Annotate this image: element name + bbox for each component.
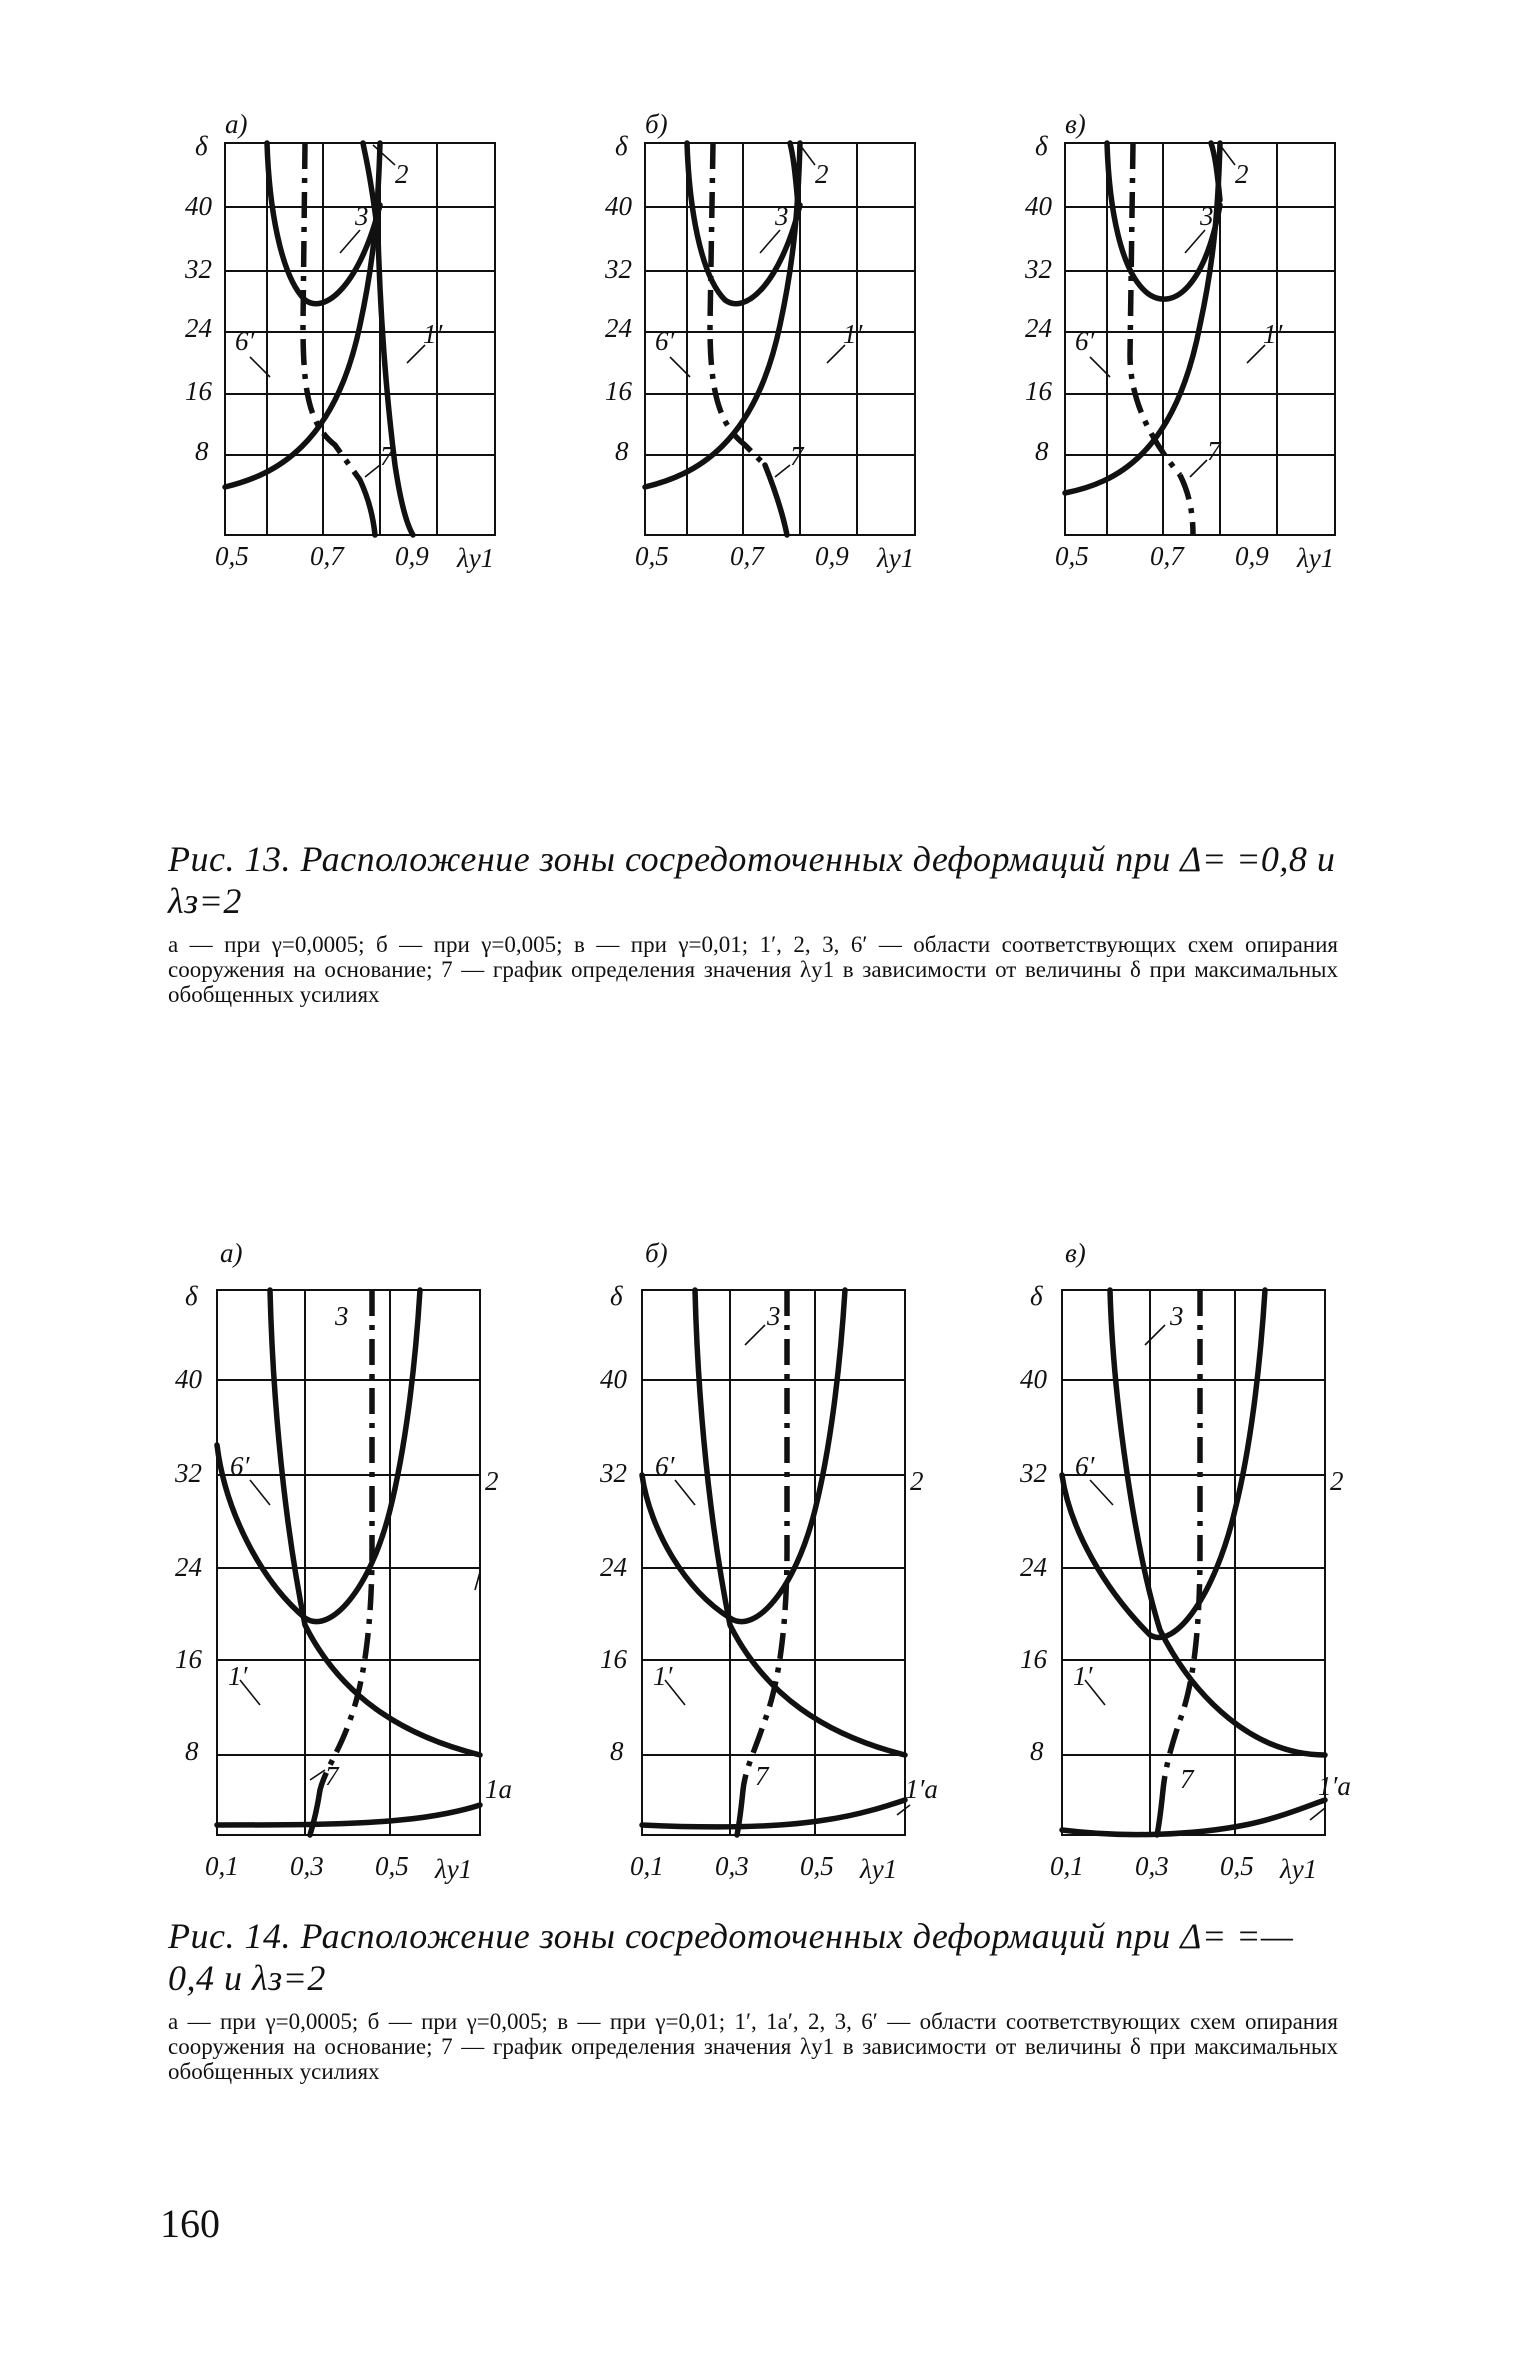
fig13-caption-body: а — при γ=0,0005; б — при γ=0,005; в — при γ=0,01; 1′, 2, 3, 6′ — области соответствующих схем опирания сооружения на основание; 7 — график определения значения λy1 в зависимости от величины δ при максимальных обобщенных усилиях [168, 932, 1338, 1007]
tick-x-0-1: 0,1 [205, 1851, 239, 1881]
tick-y-40: 40 [600, 1364, 627, 1394]
curve-label-3: 3 [767, 1301, 781, 1331]
curve-label-1a: 1′a [905, 1774, 938, 1804]
curve-label-2: 2 [395, 159, 409, 189]
curve-label-1prime: 1′ [228, 1661, 248, 1691]
curve-2 [363, 143, 413, 535]
tick-y-32: 32 [1025, 254, 1052, 284]
tick-x-0-9: 0,9 [1235, 541, 1269, 571]
tick-y-24: 24 [185, 313, 212, 343]
tick-y-8: 8 [610, 1736, 624, 1766]
fig14-panel-a [175, 1238, 512, 1900]
tick-y-16: 16 [1025, 376, 1052, 406]
curve-label-1prime: 1′ [843, 319, 863, 349]
curve-1a [642, 1800, 905, 1827]
curve-6prime [695, 1290, 905, 1755]
panel-label: a) [220, 1238, 243, 1268]
curve-1prime [645, 143, 800, 487]
fig13-panel-c-chart [1025, 109, 1365, 575]
tick-y-8: 8 [185, 1736, 199, 1766]
tick-x-0-5: 0,5 [635, 541, 669, 571]
tick-x-0-5: 0,5 [800, 1851, 834, 1881]
tick-y-24: 24 [1020, 1552, 1047, 1582]
tick-y-40: 40 [1020, 1364, 1047, 1394]
curve-6prime [303, 143, 360, 480]
curve-7-tail [310, 1790, 320, 1835]
tick-y-24: 24 [1025, 313, 1052, 343]
curve-7-tail [1157, 1790, 1163, 1835]
curve-label-1prime: 1′ [1263, 319, 1283, 349]
curve-label-1prime: 1′ [653, 1661, 673, 1691]
curve-label-6prime: 6′ [655, 326, 675, 356]
curve-label-3: 3 [335, 1301, 349, 1331]
figure-14 [0, 1238, 1535, 1900]
curve-label-6prime: 6′ [1075, 1451, 1095, 1481]
fig13-panel-b [605, 109, 945, 575]
tick-y-8: 8 [1030, 1736, 1044, 1766]
x-axis-label: λy1 [457, 543, 495, 573]
curve-6prime [1130, 143, 1180, 475]
tick-y-16: 16 [600, 1644, 627, 1674]
panel-label: б) [645, 109, 668, 139]
fig14-panel-b-chart [600, 1238, 938, 1900]
tick-y-delta: δ [1035, 131, 1048, 161]
panel-label: б) [645, 1238, 668, 1268]
figure-13 [0, 109, 1535, 825]
curve-7 [743, 1290, 787, 1790]
curve-label-6prime: 6′ [235, 326, 255, 356]
fig13-panel-b-chart [605, 109, 945, 575]
fig14-caption-title: Рис. 14. Расположение зоны сосредоточенных деформаций при Δ= =—0,4 и λз=2 [168, 1916, 1294, 1998]
tick-y-24: 24 [605, 313, 632, 343]
tick-x-0-5: 0,5 [1055, 541, 1089, 571]
curve-6prime [270, 1290, 480, 1755]
curve-7 [1180, 475, 1193, 535]
tick-y-delta: δ [1030, 1281, 1043, 1311]
tick-y-delta: δ [195, 131, 208, 161]
curve-label-7: 7 [1207, 436, 1221, 466]
tick-y-16: 16 [1020, 1644, 1047, 1674]
curve-label-2: 2 [1235, 159, 1249, 189]
tick-x-0-5: 0,5 [215, 541, 249, 571]
tick-y-32: 32 [1020, 1458, 1047, 1488]
curve-7 [1163, 1290, 1200, 1790]
curve-label-7: 7 [1180, 1764, 1194, 1794]
curve-7 [320, 1290, 372, 1790]
tick-x-0-7: 0,7 [730, 541, 764, 571]
tick-x-0-3: 0,3 [715, 1851, 749, 1881]
tick-x-0-9: 0,9 [395, 541, 429, 571]
curve-label-2: 2 [910, 1466, 924, 1496]
curve-label-1prime: 1′ [423, 319, 443, 349]
fig14-caption [168, 1915, 1338, 2084]
tick-y-delta: δ [185, 1281, 198, 1311]
curve-label-6prime: 6′ [1075, 326, 1095, 356]
tick-x-0-3: 0,3 [290, 1851, 324, 1881]
tick-x-0-7: 0,7 [1150, 541, 1184, 571]
curve-label-2: 2 [815, 159, 829, 189]
tick-y-40: 40 [1025, 191, 1052, 221]
fig13-caption-title: Рис. 13. Расположение зоны сосредоточенных деформаций при Δ= =0,8 и λз=2 [168, 839, 1336, 921]
tick-y-24: 24 [600, 1552, 627, 1582]
curve-label-1a: 1′a [1318, 1771, 1351, 1801]
panel-label: в) [1065, 109, 1086, 139]
curve-label-6prime: 6′ [230, 1451, 250, 1481]
x-axis-label: λy1 [877, 543, 915, 573]
tick-y-40: 40 [605, 191, 632, 221]
page-number: 160 [160, 2201, 220, 2246]
curve-6prime [1110, 1290, 1325, 1755]
tick-y-16: 16 [185, 376, 212, 406]
curve-label-6prime: 6′ [655, 1451, 675, 1481]
tick-y-delta: δ [615, 131, 628, 161]
curve-label-3: 3 [1200, 201, 1214, 231]
fig14-panel-a-chart [175, 1238, 512, 1900]
fig14-panel-c [1020, 1238, 1355, 1900]
tick-x-0-5: 0,5 [1220, 1851, 1254, 1881]
x-axis-label: λy1 [860, 1854, 898, 1884]
tick-y-16: 16 [605, 376, 632, 406]
tick-y-32: 32 [600, 1458, 627, 1488]
grid [1062, 1290, 1325, 1835]
fig13-caption [168, 838, 1338, 1007]
curve-1a [217, 1805, 480, 1825]
fig14-caption-body: а — при γ=0,0005; б — при γ=0,005; в — при γ=0,01; 1′, 1а′, 2, 3, 6′ — области соответствующих схем опирания сооружения на основание; 7 — график определения значения λy1 в зависимости от величины δ при максимальных обобщенных усилиях [168, 2009, 1338, 2084]
tick-x-0-5: 0,5 [375, 1851, 409, 1881]
tick-x-0-3: 0,3 [1135, 1851, 1169, 1881]
tick-x-0-9: 0,9 [815, 541, 849, 571]
fig13-panel-a-chart [185, 109, 525, 575]
curve-1a [1062, 1800, 1325, 1835]
tick-y-24: 24 [175, 1552, 202, 1582]
tick-y-40: 40 [175, 1364, 202, 1394]
x-axis-label: λy1 [435, 1854, 473, 1884]
tick-y-8: 8 [615, 436, 629, 466]
curve-label-2: 2 [1330, 1466, 1344, 1496]
tick-x-0-7: 0,7 [310, 541, 344, 571]
curve-label-1prime: 1′ [1073, 1661, 1093, 1691]
fig13-panel-a [185, 109, 525, 575]
curve-label-7: 7 [755, 1761, 769, 1791]
tick-y-32: 32 [175, 1458, 202, 1488]
tick-y-32: 32 [605, 254, 632, 284]
fig13-panel-c [1025, 109, 1365, 575]
curve-label-7: 7 [325, 1761, 339, 1791]
curve-7 [360, 480, 375, 535]
fig14-panel-b [600, 1238, 938, 1900]
tick-y-32: 32 [185, 254, 212, 284]
curve-label-1a: 1a [485, 1774, 512, 1804]
tick-y-delta: δ [610, 1281, 623, 1311]
curve-1prime [1065, 143, 1220, 493]
curve-label-7: 7 [380, 441, 394, 471]
x-axis-label: λy1 [1280, 1854, 1318, 1884]
panel-label: a) [225, 109, 248, 139]
tick-x-0-1: 0,1 [630, 1851, 664, 1881]
panel-label: в) [1065, 1238, 1086, 1268]
grid [642, 1290, 905, 1835]
curve-label-3: 3 [1170, 1301, 1184, 1331]
tick-y-8: 8 [1035, 436, 1049, 466]
fig14-panel-c-chart [1020, 1238, 1355, 1900]
tick-x-0-1: 0,1 [1050, 1851, 1084, 1881]
curve-label-7: 7 [790, 441, 804, 471]
tick-y-40: 40 [185, 191, 212, 221]
curve-label-3: 3 [355, 201, 369, 231]
tick-y-16: 16 [175, 1644, 202, 1674]
x-axis-label: λy1 [1297, 543, 1335, 573]
curve-label-2: 2 [485, 1466, 499, 1496]
curve-label-3: 3 [775, 201, 789, 231]
tick-y-8: 8 [195, 436, 209, 466]
